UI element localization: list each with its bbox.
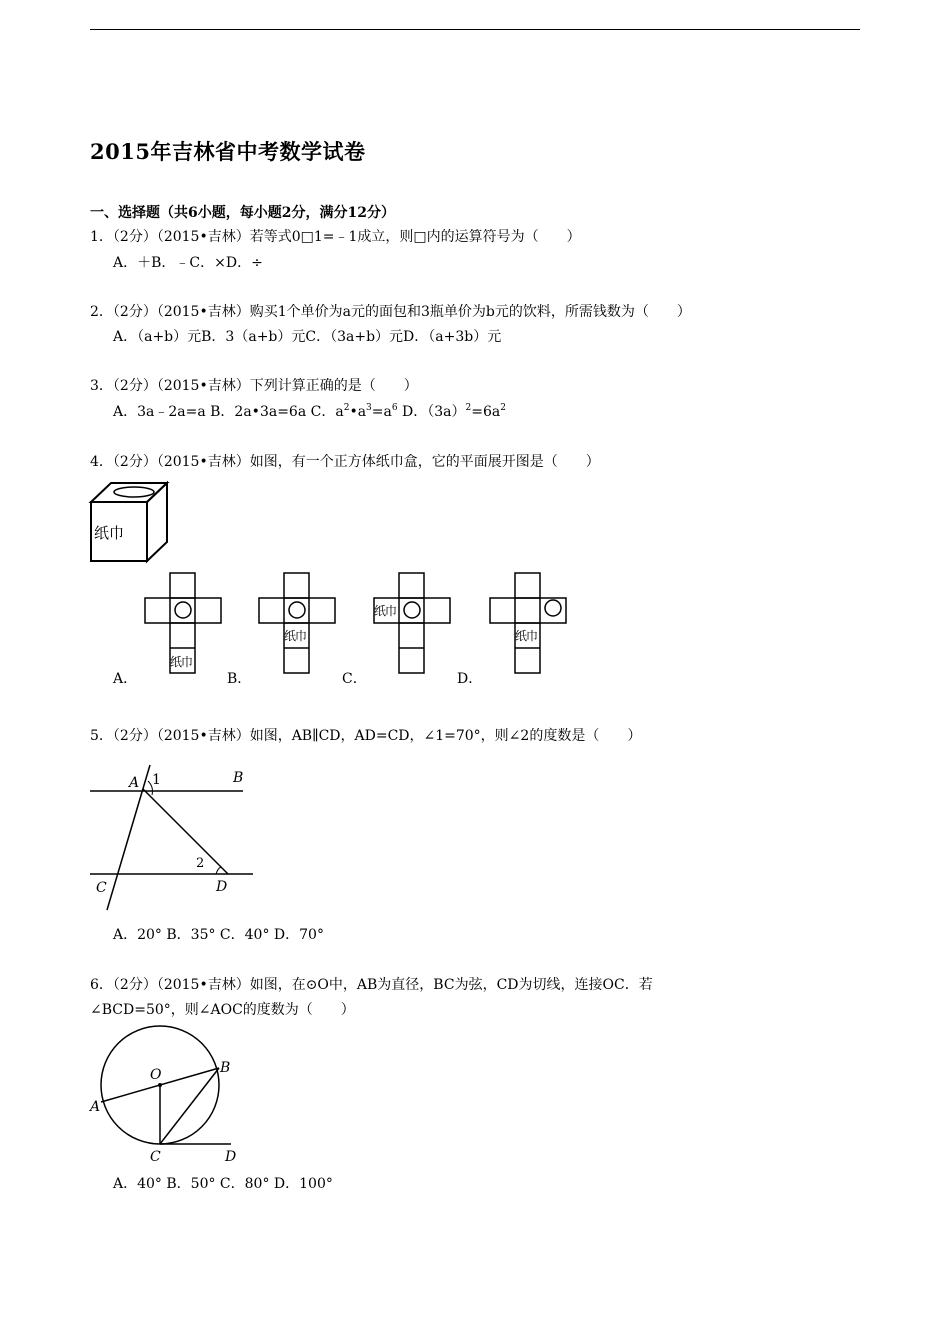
- net-label: 纸巾: [374, 604, 397, 618]
- question-1-options: A．＋B．﹣C．×D．÷: [113, 255, 263, 271]
- net-option-b: [257, 572, 339, 674]
- q3-option-text: D．（3a）: [397, 404, 466, 420]
- q3-option-text: •a: [349, 404, 367, 420]
- point-a: A: [90, 1099, 101, 1115]
- net-label-a: A．: [113, 671, 138, 687]
- point-d: D: [216, 879, 228, 895]
- q3-exponent: 2: [500, 403, 506, 413]
- net-label-c: C．: [342, 671, 367, 687]
- q3-option-text: =6a: [471, 404, 501, 420]
- point-o: O: [150, 1067, 162, 1083]
- net-option-a: [143, 572, 225, 674]
- question-5-stem: 5．（2分）（2015•吉林）如图，AB∥CD，AD=CD，∠1=70°，则∠2的度数是（ ）: [90, 728, 642, 744]
- net-option-d: [488, 572, 570, 674]
- question-6-stem-line2: ∠BCD=50°，则∠AOC的度数为（ ）: [90, 1002, 355, 1018]
- tissue-box-figure: [88, 480, 172, 564]
- q3-exponent: 2: [465, 403, 472, 413]
- question-3-stem: 3．（2分）（2015•吉林）下列计算正确的是（ ）: [90, 378, 418, 394]
- net-label: 纸巾: [284, 629, 307, 643]
- question-2-stem: 2．（2分）（2015•吉林）购买1个单价为a元的面包和3瓶单价为b元的饮料，所需钱数为（ ）: [90, 304, 691, 320]
- circle-figure: [86, 1022, 246, 1170]
- point-b: B: [233, 770, 244, 786]
- parallel-lines-figure: [88, 760, 258, 915]
- question-3-options: [113, 401, 506, 421]
- point-b: B: [220, 1060, 231, 1076]
- angle-1-label: 1: [152, 772, 161, 788]
- q3-option-text: =a: [371, 404, 392, 420]
- net-option-c: [372, 572, 454, 674]
- point-d: D: [225, 1149, 237, 1165]
- q3-exponent: 2: [343, 403, 350, 413]
- net-label: 纸巾: [170, 655, 193, 669]
- box-label: 纸巾: [94, 524, 125, 542]
- q3-option-text: A．3a﹣2a=a B．2a•3a=6a C．a: [113, 404, 344, 420]
- question-1-stem: 1．（2分）（2015•吉林）若等式0□1=﹣1成立，则□内的运算符号为（ ）: [90, 229, 581, 245]
- question-6-options: A．40° B．50° C．80° D．100°: [113, 1176, 333, 1192]
- q3-exponent: 6: [391, 403, 398, 413]
- question-6-stem-line1: 6．（2分）（2015•吉林）如图，在⊙O中，AB为直径，BC为弦，CD为切线，连接OC．若: [90, 977, 653, 993]
- point-c: C: [96, 880, 107, 896]
- question-5-options: A．20° B．35° C．40° D．70°: [113, 927, 324, 943]
- section-heading: 一、选择题（共6小题，每小题2分，满分12分）: [90, 205, 395, 221]
- point-c: C: [150, 1149, 161, 1165]
- angle-2-label: 2: [196, 856, 205, 871]
- question-4-stem: 4．（2分）（2015•吉林）如图，有一个正方体纸巾盒，它的平面展开图是（ ）: [90, 454, 600, 470]
- q3-exponent: 3: [366, 403, 372, 413]
- net-label-b: B．: [227, 671, 252, 687]
- point-a: A: [129, 775, 140, 791]
- question-2-options: A．（a+b）元B．3（a+b）元C．（3a+b）元D．（a+3b）元: [113, 329, 502, 345]
- net-label-d: D．: [457, 671, 483, 687]
- net-label: 纸巾: [515, 629, 538, 643]
- header-rule: [90, 29, 860, 30]
- exam-title: 2015年吉林省中考数学试卷: [90, 139, 366, 164]
